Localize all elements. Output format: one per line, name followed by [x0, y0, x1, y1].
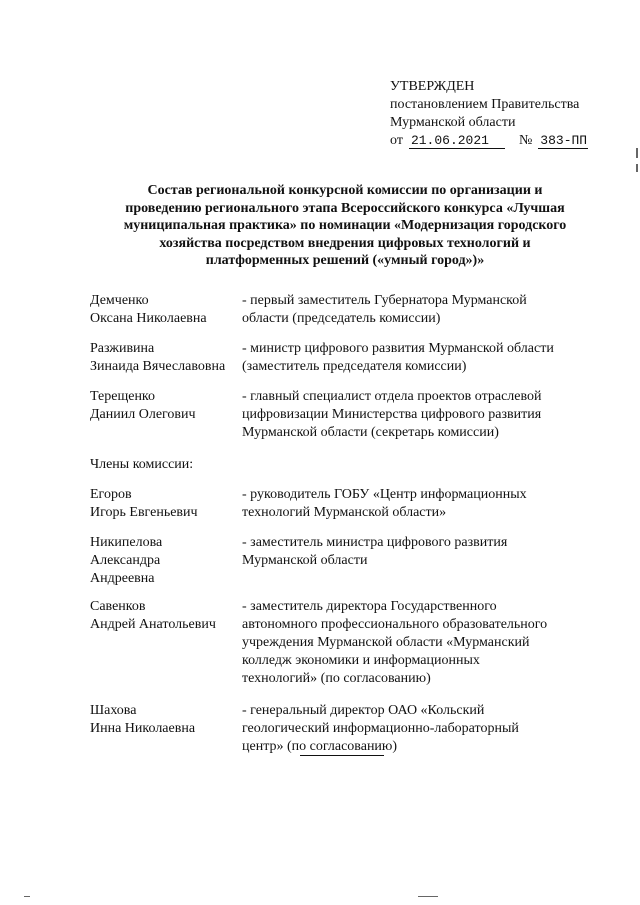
approval-date: 21.06.2021: [409, 134, 505, 149]
member-row-secretary: [90, 388, 600, 442]
member-name: Терещенко Даниил Олегович: [90, 389, 196, 422]
scan-edge-mark: [24, 896, 30, 897]
approval-stamp: [390, 78, 630, 150]
approval-line-2: Мурманской области: [390, 115, 516, 130]
date-prefix: от: [390, 133, 403, 148]
member-role: - заместитель министра цифрового развития Мурманской области: [242, 535, 508, 568]
member-row-vice-chair: [90, 340, 600, 376]
title-line: хозяйства посредством внедрения цифровых технологий и: [159, 235, 531, 251]
member-role: - руководитель ГОБУ «Центр информационных технологий Мурманской области»: [242, 487, 527, 520]
title-line: платформенных решений («умный город»)»: [205, 253, 485, 268]
number-label: №: [518, 133, 533, 148]
member-role: - первый заместитель Губернатора Мурманской области (председатель комиссии): [242, 293, 527, 326]
member-name: Шахова Инна Николаевна: [90, 703, 196, 736]
title-line: муниципальная практика» по номинации «Модернизация городского: [123, 218, 567, 233]
member-role: - заместитель директора Государственного автономного профессионального образовательного учреждения Мурманской области «Мурманский колледж экономики и информационных технологий» (по согласованию): [242, 599, 548, 686]
member-name: Демченко Оксана Николаевна: [90, 293, 207, 326]
commission-list: [90, 292, 600, 756]
member-row: [90, 702, 600, 756]
scan-edge-mark: [418, 896, 438, 897]
member-name: Никипелова Александра Андреевна: [90, 535, 163, 586]
scan-edge-mark: [636, 148, 638, 158]
approval-line-1: постановлением Правительства: [390, 97, 580, 112]
member-name: Савенков Андрей Анатольевич: [90, 599, 216, 632]
document-title: [80, 182, 610, 270]
member-row: [90, 534, 600, 588]
member-row: [90, 486, 600, 522]
approval-date-line: [390, 132, 630, 150]
member-role: - главный специалист отдела проектов отраслевой цифровизации Министерства цифрового развития Мурманской области (секретарь комиссии): [242, 389, 542, 440]
members-section-label: Члены комиссии:: [90, 457, 194, 472]
approval-heading: УТВЕРЖДЕН: [390, 79, 475, 94]
title-line: Состав региональной конкурсной комиссии по организации и: [147, 183, 543, 198]
member-role: - министр цифрового развития Мурманской области (заместитель председателя комиссии): [242, 341, 554, 374]
member-name: Егоров Игорь Евгеньевич: [90, 487, 198, 520]
title-line: проведению регионального этапа Всероссийского конкурса «Лучшая: [125, 200, 565, 216]
member-name: Разживина Зинаида Вячеславовна: [90, 341, 226, 374]
member-row: [90, 598, 600, 688]
approval-number: 383-ПП: [540, 133, 588, 148]
member-role: - генеральный директор ОАО «Кольский геологический информационно-лабораторный центр» (по согласованию): [242, 703, 519, 754]
closing-rule: [300, 755, 384, 756]
member-row-chair: [90, 292, 600, 328]
scan-edge-mark: [636, 164, 638, 172]
